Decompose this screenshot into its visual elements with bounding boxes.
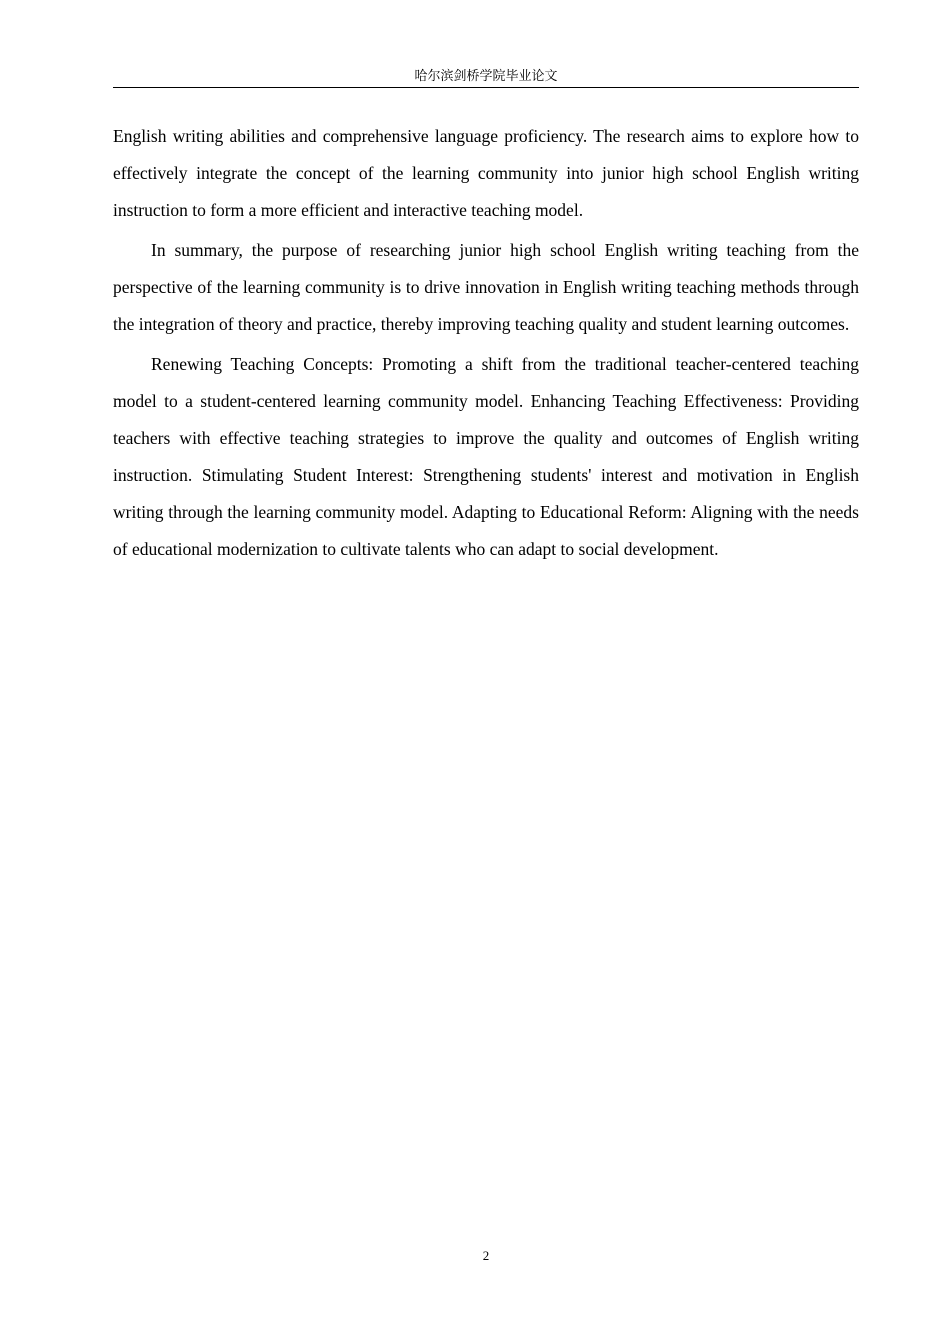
paragraph-continuation: English writing abilities and comprehensive language proficiency. The research aims to explore how to effectively integrate the concept of the learning community into junior high school English writing instruction to form a more efficient and interactive teaching model. — [113, 126, 859, 220]
header-title: 哈尔滨剑桥学院毕业论文 — [414, 68, 558, 83]
page-number: 2 — [482, 1248, 490, 1263]
page-header — [113, 66, 859, 88]
paragraph-objectives: Renewing Teaching Concepts: Promoting a shift from the traditional teacher-centered teaching model to a student-centered learning community model. Enhancing Teaching Effectiveness: Providing teachers with effective teaching strategies to improve the quality and outcomes of English writing instruction. Stimulating Student Interest: Strengthening students' interest and motivation in English writing through the learning community model. Adapting to Educational Reform: Aligning with the needs of educational modernization to cultivate talents who can adapt to social development. — [113, 354, 859, 559]
body-text — [113, 118, 859, 571]
paragraph-summary: In summary, the purpose of researching junior high school English writing teaching from the perspective of the learning community is to drive innovation in English writing teaching methods through the integration of theory and practice, thereby improving teaching quality and student learning outcomes. — [113, 240, 859, 334]
